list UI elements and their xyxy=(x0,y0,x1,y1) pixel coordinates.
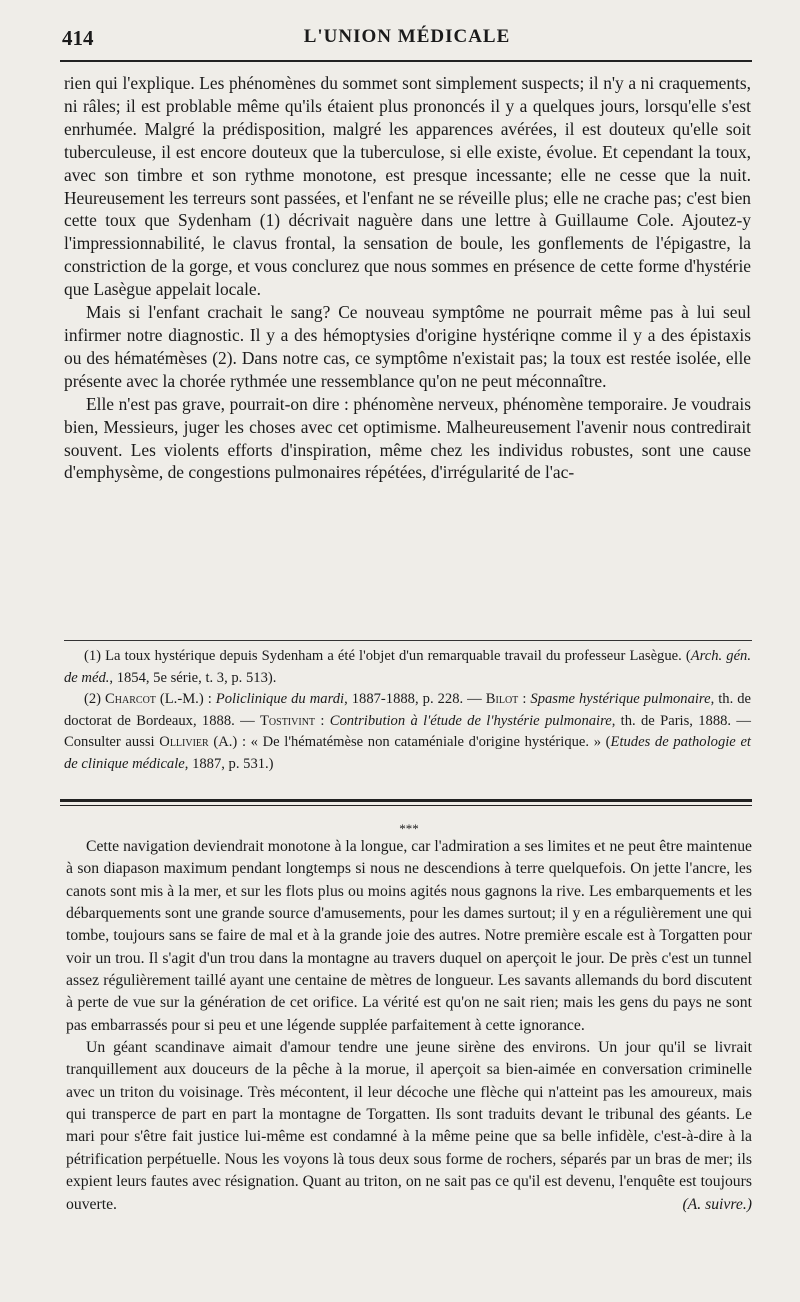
feuilleton xyxy=(66,822,752,1216)
section-mark: *** xyxy=(399,821,419,836)
feuilleton-body xyxy=(66,836,752,1216)
footnotes xyxy=(64,646,751,776)
article-paragraph: rien qui l'explique. Les phénomènes du sommet sont simplement suspects; il n'y a ni craquements, ni râles; il est problable même qu'ils étaient plus prononcés il y a quelques jours, lorsqu'elle s'est enrhumée. Malgré la prédisposition, malgré les apparences avérées, il est douteux qu'elle soit tuberculeuse, il est encore douteux que la tuberculose, si elle existe, évolue. Et cependant la toux, avec son timbre et son rythme monotone, est presque incessante; elle ne cesse que la nuit. Heureusement les terreurs sont passées, et l'enfant ne se réveille plus; elle ne crache pas; c'est bien cette toux que Sydenham (1) décrivait naguère dans une lettre à Guillaume Cole. Ajoutez-y l'impressionnabilité, le clavus frontal, la sensation de boule, les gonflements de l'épigastre, la constriction de la gorge, et vous conclurez que nous sommes en présence de cette forme d'hystérie que Lasègue appelait locale. xyxy=(64,73,751,300)
feuilleton-paragraph: Cette navigation deviendrait monotone à la longue, car l'admiration a ses limites et ne peut être maintenue à son diapason maximum pendant longtemps si nous ne descendions à terre quelquefois. On jette l'ancre, les canots sont mis à la mer, et sur les flots plus ou moins agités nous gagnons la rive. Les embarquements et les débarquements sont une grande source d'amusements, pour les dames surtout; il y en a régulièrement une qui tombe, toujours sans se faire de mal et à la grande joie des autres. Notre première escale est à Torgatten pour voir un trou. Il s'agit d'un trou dans la montagne au travers duquel on aperçoit le jour. De près c'est un tunnel assez régulièrement taillé ayant une centaine de mètres de longueur. Les savants allemands du bord discutent à perte de vue sur la génération de cet orifice. La vérité est qu'on ne sait rien; mais les gens du pays ne sont pas embarrassés pour si peu et une légende supplée parfaitement à cette ignorance. xyxy=(66,838,752,1034)
footnote-2: (2) Charcot (L.-M.) : Policlinique du mardi, 1887-1888, p. 228. — Bilot : Spasme hystérique pulmonaire, th. de doctorat de Bordeaux, 1888. — Tostivint : Contribution à l'étude de l'hystérie pulmonaire, th. de Paris, 1888. — Consulter aussi Ollivier (A.) : « De l'hématémèse non cataméniale d'origine hystérique. » (Etudes de pathologie et de clinique médicale, 1887, p. 531.) xyxy=(64,691,752,772)
to-be-continued: (A. suivre.) xyxy=(682,1195,752,1213)
article-paragraph: Mais si l'enfant crachait le sang? Ce nouveau symptôme ne pourrait même pas à lui seul infirmer notre diagnostic. Il y a des hémoptysies d'origine hystériqne comme il y a des épistaxis ou des hématémèses (2). Dans notre cas, ce symptôme n'existait pas; la toux est restée isolée, elle présente avec la chorée rythmée une ressemblance qu'on ne peut méconnaître. xyxy=(64,302,751,391)
footnote-rule xyxy=(64,640,752,641)
page-number: 414 xyxy=(62,26,94,50)
feuilleton-paragraph: Un géant scandinave aimait d'amour tendre une jeune sirène des environs. Un jour qu'il se livrait tranquillement aux douceurs de la pêche à la morue, il aperçoit sa bien-aimée en conversation criminelle avec un triton du voisinage. Très mécontent, il leur décoche une flèche qui n'atteint pas les amoureux, mais qui transperce de part en part la montagne de Torgatten. Ils sont traduits devant le tribunal des géants. Le mari pour s'être fait justice lui-même est condamné à la même peine que sa belle infidèle, c'est-à-dire à la pétrification perpétuelle. Nous les voyons là tous deux sous forme de rochers, séparés par un bras de mer; ils expient leurs fautes avec résignation. Quant au triton, on ne sait pas ce qu'il est devenu, l'enquête est toujours ouverte. (A. suivre.) xyxy=(66,1037,752,1216)
running-head xyxy=(62,26,752,56)
article-paragraph: Elle n'est pas grave, pourrait-on dire : phénomène nerveux, phénomène temporaire. Je voudrais bien, Messieurs, juger les choses avec cet optimisme. Malheureusement l'avenir nous contredirait souvent. Les violents efforts d'inspiration, même chez les individus robustes, sont une cause d'emphysème, de congestions pulmonaires répétées, d'irrégularité de l'ac- xyxy=(64,393,751,483)
feuilleton-rule-thin xyxy=(60,805,752,806)
header-rule xyxy=(60,60,752,62)
footnote-1: (1) La toux hystérique depuis Sydenham a été l'objet d'un remarquable travail du professeur Lasègue. (Arch. gén. de méd., 1854, 5e série, t. 3, p. 513). xyxy=(64,648,751,686)
journal-title: L'UNION MÉDICALE xyxy=(303,26,511,47)
feuilleton-rule-thick xyxy=(60,799,752,802)
article-body xyxy=(64,72,751,484)
